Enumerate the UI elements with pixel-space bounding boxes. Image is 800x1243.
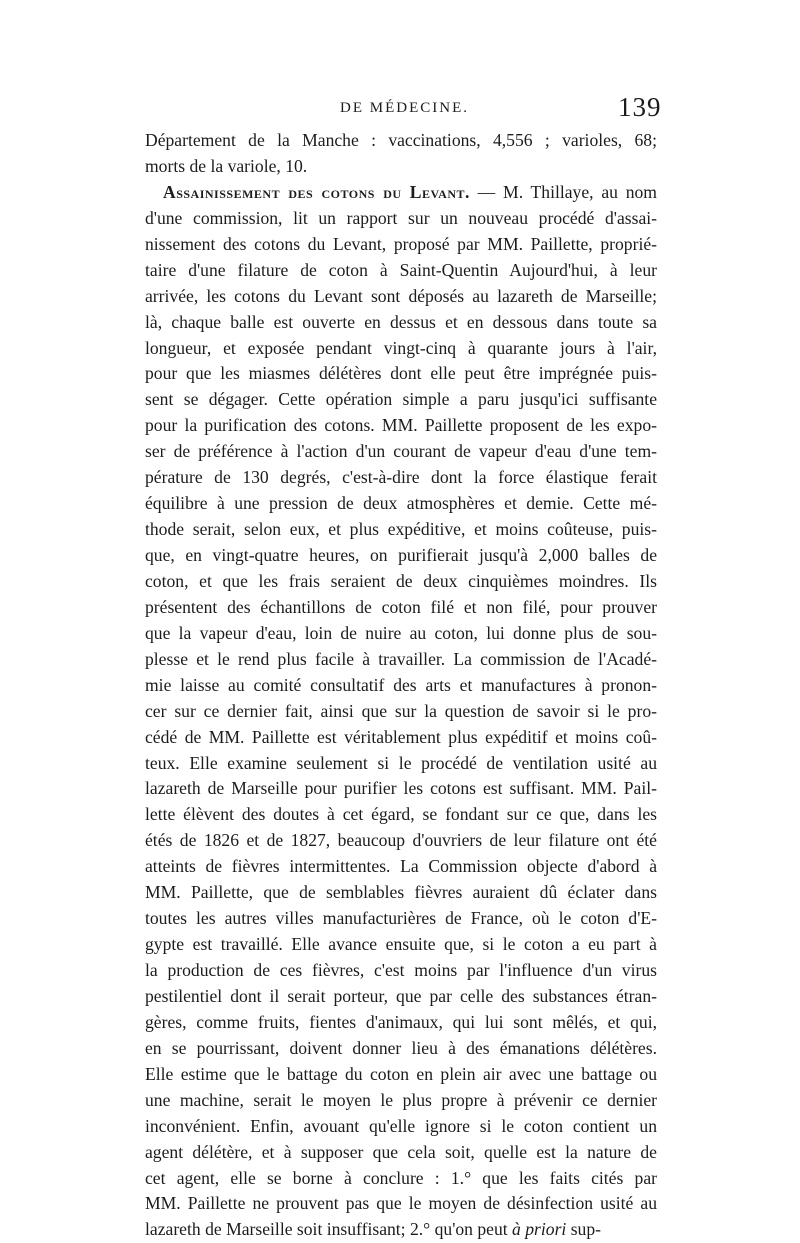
text-line: pérature de 130 degrés, c'est-à-dire dont la force élastique ferait bbox=[145, 467, 657, 488]
text-line: cédé de MM. Paillette est véritablement plus expéditif et moins coû- bbox=[145, 726, 657, 747]
text-line: Département de la Manche : vaccinations, 4,556 ; varioles, 68; bbox=[145, 130, 657, 150]
text-line: équilibre à une pression de deux atmosphères et demie. Cette mé- bbox=[145, 493, 657, 514]
text-line: morts de la variole, 10. bbox=[145, 155, 308, 176]
text-line: gypte est travaillé. Elle avance ensuite que, si le coton a eu part à bbox=[145, 934, 657, 955]
vaccination-paragraph bbox=[145, 128, 657, 180]
text-line: plesse et le rend plus facile à travailler. La commission de l'Acadé- bbox=[145, 648, 657, 669]
text-line: gères, comme fruits, fientes d'animaux, qui lui sont mêlés, et qui, bbox=[145, 1011, 657, 1032]
heading-continuation: — M. Thillaye, au nom bbox=[469, 181, 657, 202]
text-line: cer sur ce dernier fait, ainsi que sur la question de savoir si le pro- bbox=[145, 700, 657, 721]
text-line: arrivée, les cotons du Levant sont déposés au lazareth de Marseille; bbox=[145, 285, 657, 306]
last-line-end: sup- bbox=[566, 1219, 602, 1240]
text-line: longueur, et exposée pendant vingt-cinq à quarante jours à l'air, bbox=[145, 337, 657, 358]
text-line: nissement des cotons du Levant, proposé par MM. Paillette, proprié- bbox=[145, 233, 657, 254]
cotton-sanitation-paragraph bbox=[145, 180, 657, 1243]
text-line: que, en vingt-quatre heures, on purifierait jusqu'à 2,000 balles de bbox=[145, 545, 657, 565]
text-line: lazareth de Marseille pour purifier les cotons est suffisant. MM. Pail- bbox=[145, 778, 657, 799]
section-heading: Assainissement des cotons du Levant. bbox=[163, 181, 470, 202]
text-line: d'une commission, lit un rapport sur un nouveau procédé d'assai- bbox=[145, 207, 657, 228]
text-line: teux. Elle examine seulement si le procédé de ventilation usité au bbox=[145, 752, 657, 773]
text-line: étés de 1826 et de 1827, beaucoup d'ouvriers de leur filature ont été bbox=[145, 830, 657, 851]
running-title: DE MÉDECINE. bbox=[340, 100, 469, 116]
text-line bbox=[145, 180, 657, 206]
italic-phrase: à priori bbox=[512, 1219, 567, 1240]
text-line: là, chaque balle est ouverte en dessus et en dessous dans toute sa bbox=[145, 311, 657, 332]
page-number: 139 bbox=[618, 92, 662, 122]
paragraph-lines bbox=[145, 206, 657, 1218]
text-line: sent se dégager. Cette opération simple a paru jusqu'ici suffisante bbox=[145, 389, 657, 410]
text-line: pour la purification des cotons. MM. Paillette proposent de les expo- bbox=[145, 415, 657, 436]
text-line: MM. Paillette, que de semblables fièvres auraient dû éclater dans bbox=[145, 882, 657, 903]
text-line: une machine, serait le moyen le plus propre à prévenir ce dernier bbox=[145, 1089, 657, 1110]
text-line: toutes les autres villes manufacturières de France, où le coton d'E- bbox=[145, 908, 657, 929]
text-line: pestilentiel dont il serait porteur, que par celle des substances étran- bbox=[145, 985, 657, 1006]
text-line: en se pourrissant, doivent donner lieu à des émanations délétères. bbox=[145, 1037, 657, 1058]
body-text bbox=[145, 128, 657, 1243]
text-line: lette élèvent des doutes à cet égard, se fondant sur ce que, dans les bbox=[145, 804, 657, 825]
text-line: présentent des échantillons de coton filé et non filé, pour prouver bbox=[145, 596, 657, 617]
text-line: coton, et que les frais seraient de deux cinquièmes moindres. Ils bbox=[145, 570, 657, 591]
text-line: MM. Paillette ne prouvent pas que le moyen de désinfection usité au bbox=[145, 1193, 657, 1214]
text-line: thode serait, selon eux, et plus expéditive, et moins coûteuse, puis- bbox=[145, 519, 657, 540]
text-line: pour que les miasmes délétères dont elle peut être imprégnée puis- bbox=[145, 363, 657, 384]
text-line: ser de préférence à l'action d'un courant de vapeur d'eau d'une tem- bbox=[145, 441, 657, 462]
text-line: taire d'une filature de coton à Saint-Quentin Aujourd'hui, à leur bbox=[145, 259, 657, 280]
last-line-start: lazareth de Marseille soit insuffisant; 2.° qu'on peut bbox=[145, 1219, 513, 1240]
text-line: cet agent, elle se borne à conclure : 1.° que les faits cités par bbox=[145, 1167, 657, 1188]
text-line: inconvénient. Enfin, avouant qu'elle ignore si le coton contient un bbox=[145, 1115, 657, 1136]
text-line: la production de ces fièvres, c'est moins par l'influence d'un virus bbox=[145, 960, 657, 980]
running-head bbox=[0, 92, 800, 132]
text-line: Elle estime que le battage du coton en plein air avec une battage ou bbox=[145, 1063, 657, 1084]
text-line: mie laisse au comité consultatif des arts et manufactures à pronon- bbox=[145, 674, 657, 695]
text-line bbox=[145, 1217, 657, 1243]
text-line: que la vapeur d'eau, loin de nuire au coton, lui donne plus de sou- bbox=[145, 622, 657, 643]
text-line: agent délétère, et à supposer que cela soit, quelle est la nature de bbox=[145, 1141, 657, 1162]
text-line: atteints de fièvres intermittentes. La Commission objecte d'abord à bbox=[145, 856, 657, 877]
